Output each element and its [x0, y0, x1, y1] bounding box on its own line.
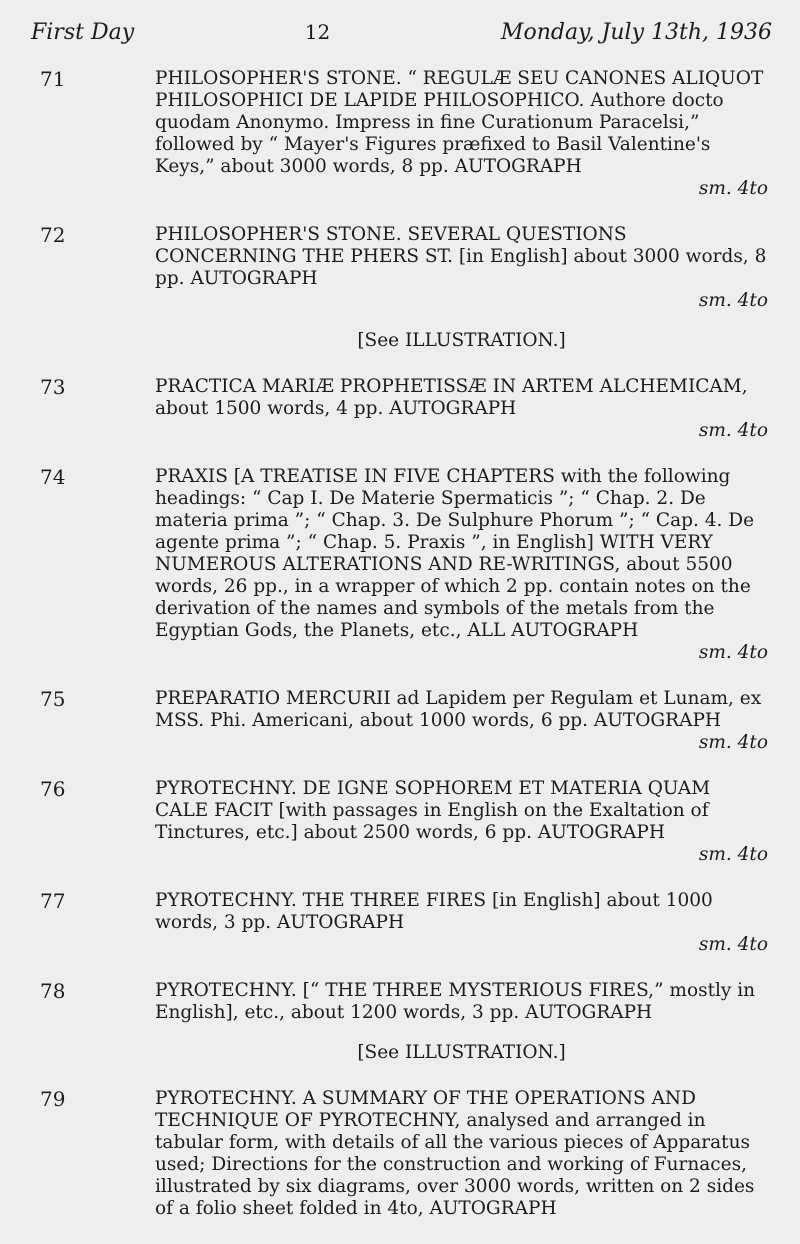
lot-format: sm. 4to: [698, 732, 768, 753]
lot-format: sm. 4to: [698, 934, 768, 955]
lot-number: 74: [40, 465, 66, 489]
lot-73: [40, 376, 768, 442]
lot-description: PRAXIS [A TREATISE IN FIVE CHAPTERS with the following headings: “ Cap I. De Materie Spermaticis ”; “ Chap. 2. De materia prima ”; “ Chap. 3. De Sulphure Phorum ”; “ Cap. 4. De agente prima ”; “ Chap. 5. Praxis ”, in English] WITH VERY NUMEROUS ALTERATIONS AND RE-WRITINGS, about 5500 words, 26 pp., in a wrapper of which 2 pp. contain notes on the derivation of the names and symbols of the metals from the Egyptian Gods, the Planets, etc., ALL AUTOGRAPH: [155, 466, 755, 641]
lot-number: 72: [40, 223, 66, 247]
lot-number: 76: [40, 777, 66, 801]
lot-description: PYROTECHNY. THE THREE FIRES [in English] about 1000 words, 3 pp. AUTOGRAPH: [155, 890, 713, 933]
lot-format: sm. 4to: [698, 420, 768, 441]
lot-number: 79: [40, 1087, 66, 1111]
lot-number: 77: [40, 889, 66, 913]
lot-description: PYROTECHNY. [“ THE THREE MYSTERIOUS FIRES,” mostly in English], etc., about 1200 words, 3 pp. AUTOGRAPH: [155, 980, 756, 1023]
lot-format: sm. 4to: [698, 290, 768, 311]
page-number: 12: [304, 20, 331, 44]
lot-77: [40, 890, 768, 956]
lot-number: 75: [40, 687, 66, 711]
lot-format: sm. 4to: [698, 642, 768, 663]
lot-description: PHILOSOPHER'S STONE. “ REGULÆ SEU CANONES ALIQUOT PHILOSOPHICI DE LAPIDE PHILOSOPHICO. Authore docto quodam Anonymo. Impress in fine Curationum Paracelsi,” followed by “ Mayer's Figures præfixed to Basil Valentine's Keys,” about 3000 words, 8 pp. AUTOGRAPH: [155, 68, 764, 177]
lot-75: [40, 688, 768, 754]
lot-72: [40, 224, 768, 352]
lot-76: [40, 778, 768, 866]
lot-79: [40, 1088, 768, 1220]
running-header: [31, 20, 772, 45]
lot-description: PREPARATIO MERCURII ad Lapidem per Regulam et Lunam, ex MSS. Phi. Americani, about 1000 words, 6 pp. AUTOGRAPH: [155, 688, 762, 731]
illustration-note: [See ILLUSTRATION.]: [357, 1042, 566, 1063]
lot-number: 78: [40, 979, 66, 1003]
lot-description: PYROTECHNY. A SUMMARY OF THE OPERATIONS AND TECHNIQUE OF PYROTECHNY, analysed and arranged in tabular form, with details of all the various pieces of Apparatus used; Directions for the construction and working of Furnaces, illustrated by six diagrams, over 3000 words, written on 2 sides of a folio sheet folded in 4to, AUTOGRAPH: [155, 1088, 755, 1219]
lot-format: sm. 4to: [698, 178, 768, 199]
lot-description: PYROTECHNY. DE IGNE SOPHOREM ET MATERIA QUAM CALE FACIT [with passages in English on the Exaltation of Tinctures, etc.] about 2500 words, 6 pp. AUTOGRAPH: [155, 778, 711, 843]
header-day: First Day: [31, 20, 135, 45]
lot-number: 71: [40, 67, 66, 91]
illustration-note: [See ILLUSTRATION.]: [357, 330, 566, 351]
lot-78: [40, 980, 768, 1064]
lot-71: [40, 68, 768, 200]
lot-number: 73: [40, 375, 66, 399]
lot-list: [40, 68, 768, 1244]
lot-description: PRACTICA MARIÆ PROPHETISSÆ IN ARTEM ALCHEMICAM, about 1500 words, 4 pp. AUTOGRAPH: [155, 376, 748, 419]
lot-description: PHILOSOPHER'S STONE. SEVERAL QUESTIONS CONCERNING THE PHERS ST. [in English] about 3000 words, 8 pp. AUTOGRAPH: [155, 224, 767, 289]
lot-74: [40, 466, 768, 664]
lot-format: sm. 4to: [698, 844, 768, 865]
header-date: Monday, July 13th, 1936: [500, 20, 772, 45]
